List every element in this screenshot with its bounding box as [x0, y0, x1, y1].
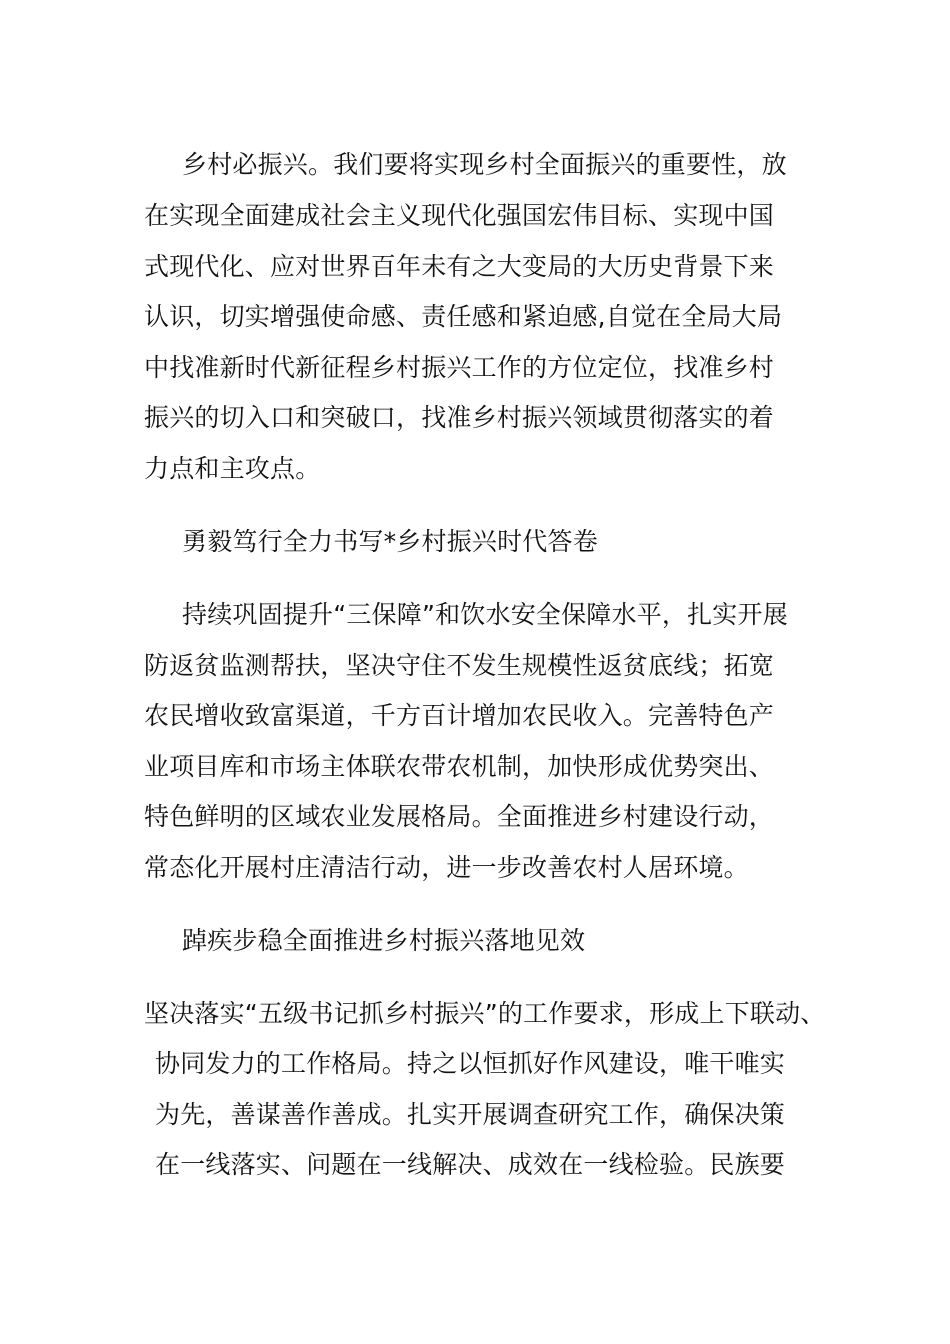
- paragraph-line: 农民增收致富渠道，千方百计增加农民收入。完善特色产: [144, 701, 775, 730]
- paragraph-line: 在一线落实、问题在一线解决、成效在一线检验。民族要: [155, 1150, 786, 1179]
- paragraph-line: 中找准新时代新征程乡村振兴工作的方位定位，找准乡村: [144, 353, 775, 382]
- paragraph-line: 协同发力的工作格局。持之以恒抓好作风建设，唯干唯实: [155, 1049, 786, 1078]
- paragraph-line: 乡村必振兴。我们要将实现乡村全面振兴的重要性，放: [182, 150, 787, 179]
- paragraph-line: 防返贫监测帮扶，坚决守住不发生规模性返贫底线；拓宽: [144, 651, 775, 680]
- paragraph-line: 持续巩固提升“三保障”和饮水安全保障水平，扎实开展: [182, 600, 788, 629]
- paragraph-line: 式现代化、应对世界百年未有之大变局的大历史背景下来: [144, 252, 775, 281]
- paragraph-line: 为先，善谋善作善成。扎实开展调查研究工作，确保决策: [155, 1100, 786, 1129]
- paragraph-line: 振兴的切入口和突破口，找准乡村振兴领域贯彻落实的着: [144, 403, 775, 432]
- paragraph-line: 认识，切实增强使命感、责任感和紧迫感,自觉在全局大局: [144, 302, 783, 331]
- section-heading: 踔疾步稳全面推进乡村振兴落地见效: [182, 926, 586, 955]
- paragraph-line: 坚决落实“五级书记抓乡村振兴”的工作要求，形成上下联动、: [144, 999, 826, 1028]
- paragraph-line: 业项目库和市场主体联农带农机制，加快形成优势突出、: [144, 752, 775, 781]
- paragraph-line: 特色鲜明的区域农业发展格局。全面推进乡村建设行动，: [144, 802, 775, 831]
- paragraph-line: 常态化开展村庄清洁行动，进一步改善农村人居环境。: [144, 853, 749, 882]
- section-heading: 勇毅笃行全力书写*乡村振兴时代答卷: [182, 527, 598, 556]
- paragraph-line: 力点和主攻点。: [144, 454, 321, 483]
- paragraph-line: 在实现全面建成社会主义现代化强国宏伟目标、实现中国: [144, 201, 775, 230]
